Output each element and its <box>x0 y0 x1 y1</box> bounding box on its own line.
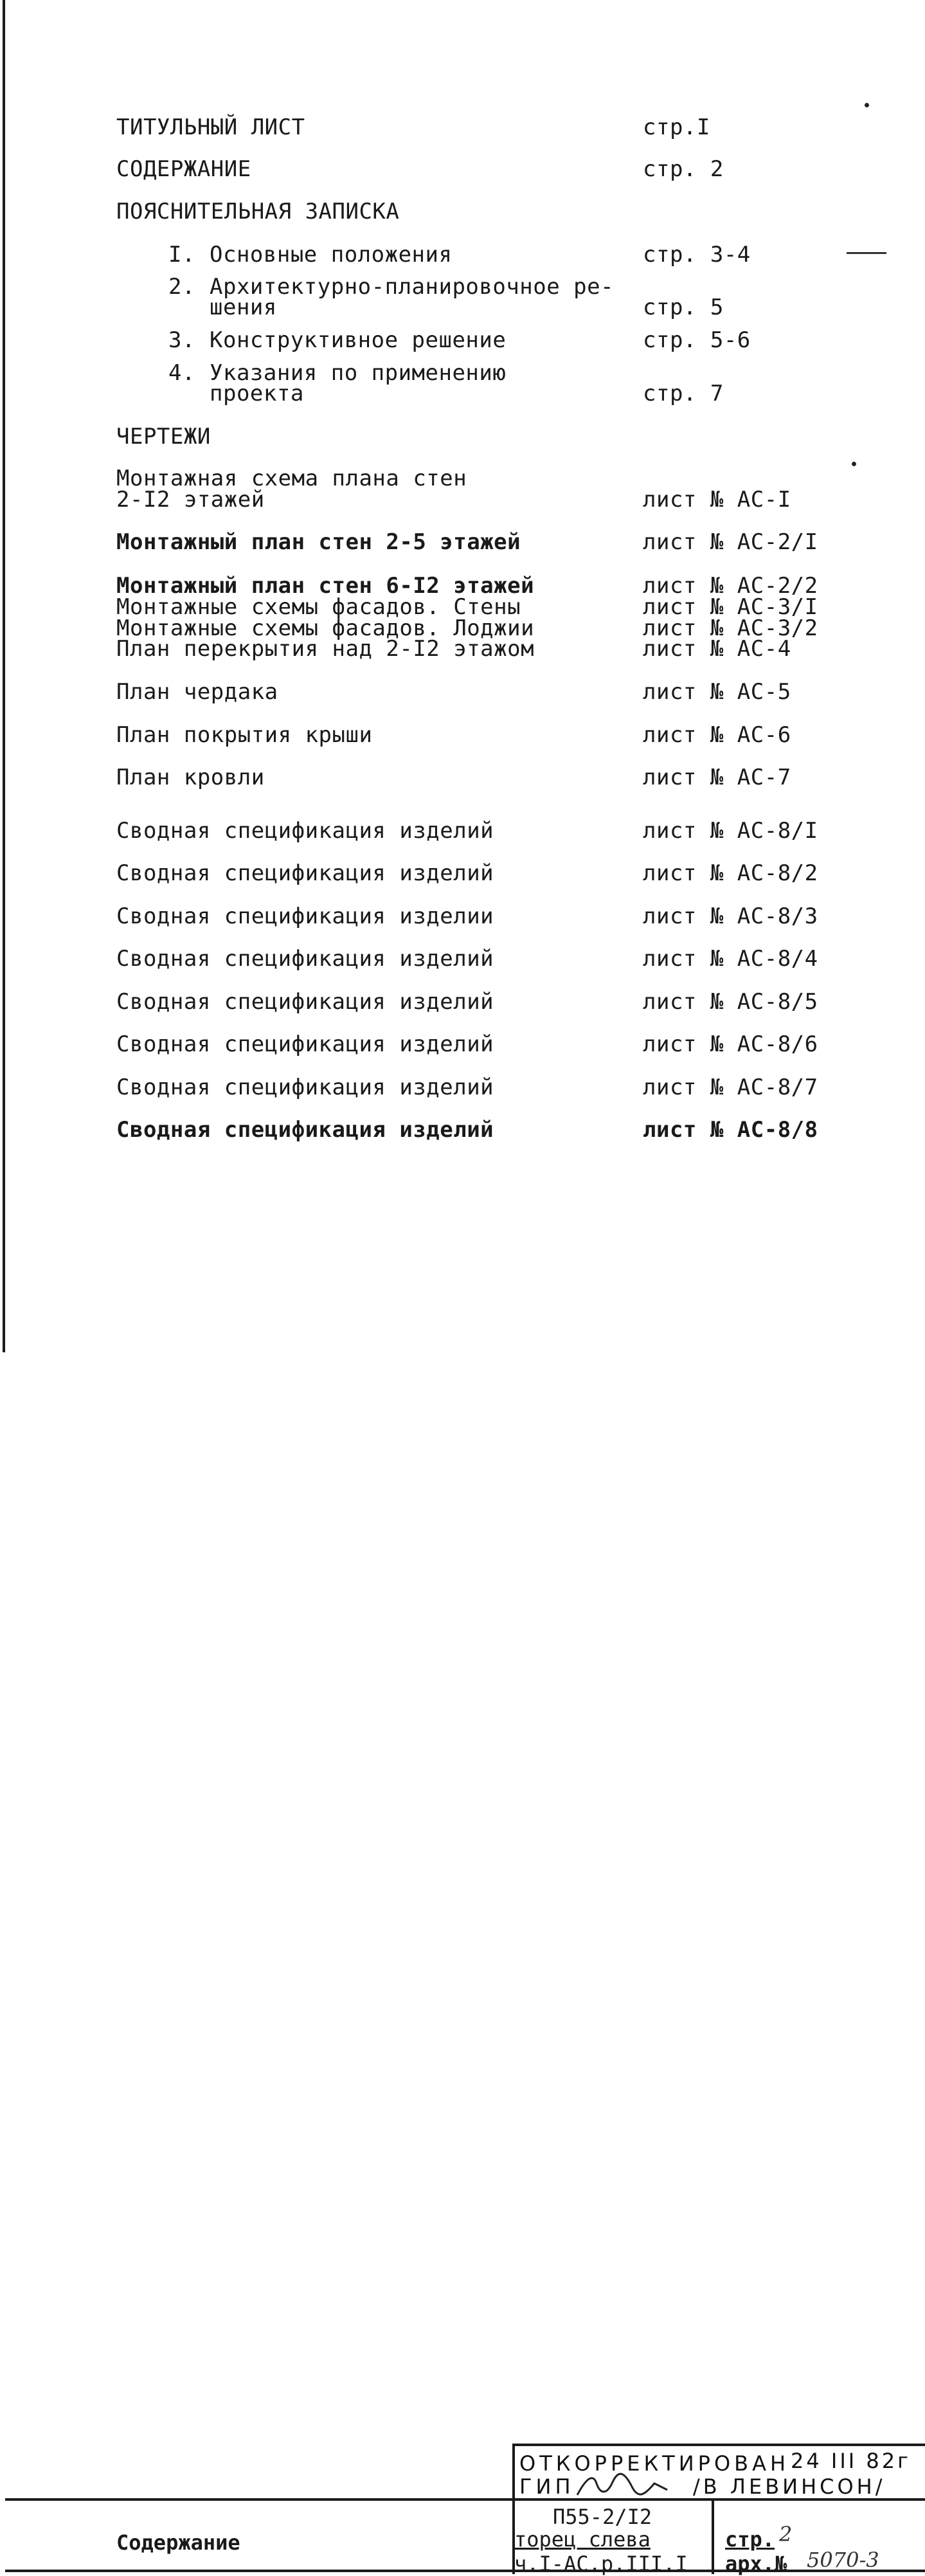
drawing-title: Сводная спецификация изделий <box>116 818 494 844</box>
drawing-sheet: лист № АС-8/7 <box>643 1075 818 1100</box>
title-block-column-divider <box>712 2499 714 2574</box>
drawing-sheet: лист № АС-I <box>643 487 791 512</box>
drawing-title: Монтажный план стен 2-5 этажей <box>116 529 521 555</box>
title-block-top-border <box>512 2444 925 2446</box>
drawing-sheet: лист № АС-8/6 <box>643 1031 818 1057</box>
drawing-title: План покрытия крыши <box>116 722 373 748</box>
drawing-sheet: лист № АС-2/2 <box>643 573 818 599</box>
section-page: стр. 3-4 <box>643 242 751 268</box>
drawing-title-line1: Монтажная схема плана стен <box>116 466 467 491</box>
toc-drawings-heading: ЧЕРТЕЖИ <box>116 424 211 449</box>
page-label: стр. <box>725 2527 775 2552</box>
section-number: I. <box>168 242 195 268</box>
drawing-title: Сводная спецификация изделий <box>116 1075 494 1100</box>
drawing-title: Сводная спецификация изделий <box>116 860 494 886</box>
title-block-bottom-border <box>5 2570 925 2572</box>
drawing-sheet: лист № АС-8/I <box>643 818 818 844</box>
section-title-line1: Архитектурно-планировочное ре- <box>210 274 615 300</box>
drawing-sheet: лист № АС-3/2 <box>643 615 818 641</box>
drawing-sheet: лист № АС-3/I <box>643 594 818 620</box>
section-page: стр. 7 <box>643 381 724 406</box>
archive-label: арх.№ <box>725 2552 787 2576</box>
toc-contents-page: стр. 2 <box>643 156 724 182</box>
drawing-title: План кровли <box>116 765 265 790</box>
correction-stamp-date: 24 III 82г <box>791 2449 911 2473</box>
drawing-sheet: лист № АС-8/5 <box>643 989 818 1015</box>
drawing-title: Сводная спецификация изделий <box>116 1031 494 1057</box>
ink-dot <box>865 103 869 107</box>
archive-value: 5070-3 <box>807 2548 879 2572</box>
drawing-title-line2: 2-I2 этажей <box>116 487 265 512</box>
correction-stamp-line1: ОТКОРРЕКТИРОВАН <box>519 2451 790 2476</box>
section-title-line1: Указания по применению <box>210 360 507 386</box>
project-code: П55-2/I2 <box>553 2505 652 2529</box>
toc-contents-label: СОДЕРЖАНИЕ <box>116 156 251 182</box>
drawing-sheet: лист № АС-2/I <box>643 529 818 555</box>
drawing-title: Монтажные схемы фасадов. Лоджии <box>116 615 535 641</box>
section-number: 4. <box>168 360 195 386</box>
drawing-sheet: лист № АС-5 <box>643 679 791 705</box>
sheet-name: Содержание <box>116 2530 240 2555</box>
project-part: ч.I-АС.р.III.I <box>514 2552 688 2576</box>
ink-dot <box>852 462 856 466</box>
drawing-title: Сводная спецификация изделий <box>116 989 494 1015</box>
section-number: 2. <box>168 274 195 300</box>
drawing-title: Сводная спецификация изделий <box>116 1117 494 1143</box>
toc-explanatory-note-heading: ПОЯСНИТЕЛЬНАЯ ЗАПИСКА <box>116 199 400 224</box>
drawing-title: Монтажный план стен 6-I2 этажей <box>116 573 535 599</box>
title-block <box>0 1222 925 2576</box>
project-variant: торец слева <box>514 2527 651 2552</box>
drawing-sheet: лист № АС-8/2 <box>643 860 818 886</box>
section-number: 3. <box>168 327 195 353</box>
drawing-title: Сводная спецификация изделии <box>116 903 494 929</box>
section-page: стр. 5 <box>643 295 724 320</box>
signature-icon <box>574 2471 670 2500</box>
margin-dash-mark <box>847 252 886 254</box>
toc-title-sheet-label: ТИТУЛЬНЫЙ ЛИСТ <box>116 114 305 140</box>
drawing-title: План перекрытия над 2-I2 этажом <box>116 636 535 662</box>
section-title-line2: проекта <box>210 381 304 406</box>
page-value: 2 <box>779 2522 793 2546</box>
table-of-contents <box>0 0 925 1286</box>
section-page: стр. 5-6 <box>643 327 751 353</box>
drawing-sheet: лист № АС-8/3 <box>643 903 818 929</box>
drawing-title: Сводная спецификация изделий <box>116 946 494 972</box>
drawing-sheet: лист № АС-7 <box>643 765 791 790</box>
drawing-sheet: лист № АС-8/8 <box>643 1117 818 1143</box>
drawing-sheet: лист № АС-6 <box>643 722 791 748</box>
drawing-sheet: лист № АС-8/4 <box>643 946 818 972</box>
drawing-title: План чердака <box>116 679 278 705</box>
section-title: Конструктивное решение <box>210 327 507 353</box>
drawing-title: Монтажные схемы фасадов. Стены <box>116 594 521 620</box>
section-title-line2: шения <box>210 295 277 320</box>
drawing-sheet: лист № АС-4 <box>643 636 791 662</box>
correction-stamp-gip: ГИП <box>519 2474 575 2499</box>
toc-title-sheet-page: стр.I <box>643 114 710 140</box>
section-title: Основные положения <box>210 242 453 268</box>
correction-stamp-name: /В ЛЕВИНСОН/ <box>693 2474 886 2499</box>
